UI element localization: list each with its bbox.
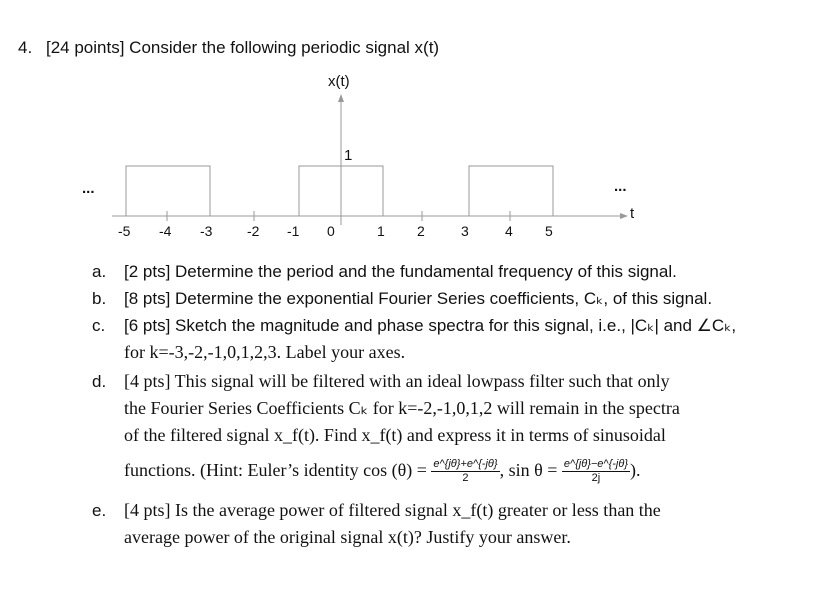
sin-denominator: 2j bbox=[591, 472, 601, 485]
y-axis-arrow bbox=[338, 94, 344, 102]
part-b bbox=[92, 285, 812, 312]
tick-label: 5 bbox=[545, 223, 553, 239]
tick-label: -5 bbox=[118, 223, 131, 239]
part-a-text: [2 pts] Determine the period and the fundamental frequency of this signal. bbox=[124, 262, 677, 281]
part-e-line1: [4 pts] Is the average power of filtered signal x_f(t) greater or less than the bbox=[124, 500, 661, 520]
part-d-line3: of the filtered signal x_f(t). Find x_f(t) and express it in terms of sinusoidal bbox=[124, 425, 666, 445]
signal-figure bbox=[0, 60, 820, 250]
cos-denominator: 2 bbox=[462, 472, 469, 485]
tick-labels bbox=[118, 223, 553, 239]
y-axis-label: x(t) bbox=[328, 73, 350, 90]
problem-heading bbox=[18, 38, 439, 58]
part-label: e. bbox=[92, 501, 107, 520]
part-d bbox=[92, 368, 812, 485]
tick-label: 1 bbox=[377, 223, 385, 239]
ellipsis-right: ... bbox=[614, 178, 627, 195]
part-d-hint-prefix: functions. (Hint: Euler’s identity cos (θ) = bbox=[124, 460, 432, 480]
cos-numerator: e^{jθ}+e^{-jθ} bbox=[433, 458, 498, 471]
part-c-line1: [6 pts] Sketch the magnitude and phase spectra for this signal, i.e., |Cₖ| and ∠Cₖ, bbox=[124, 316, 737, 335]
part-e-line2: average power of the original signal x(t)? Justify your answer. bbox=[124, 527, 571, 547]
part-d-line2: the Fourier Series Coefficients Cₖ for k=-2,-1,0,1,2 will remain in the spectra bbox=[124, 398, 680, 418]
sin-numerator: e^{jθ}−e^{-jθ} bbox=[563, 458, 629, 471]
sin-fraction bbox=[562, 458, 630, 485]
part-c bbox=[92, 312, 812, 366]
part-c-line2: for k=-3,-2,-1,0,1,2,3. Label your axes. bbox=[124, 342, 406, 362]
tick-label: 2 bbox=[417, 223, 425, 239]
part-d-line4 bbox=[124, 455, 812, 485]
tick-label: -4 bbox=[159, 223, 172, 239]
problem-heading-text: [24 points] Consider the following periodic signal x(t) bbox=[46, 38, 440, 57]
tick-label: -1 bbox=[287, 223, 300, 239]
tick-label: 0 bbox=[327, 223, 335, 239]
part-label: b. bbox=[92, 289, 107, 308]
pulse-right bbox=[469, 166, 553, 216]
tick-label: -2 bbox=[247, 223, 260, 239]
ellipsis-left: ... bbox=[82, 180, 95, 197]
part-d-hint-suffix: ). bbox=[630, 460, 641, 480]
tick-label: 4 bbox=[505, 223, 513, 239]
tick-label: 3 bbox=[461, 223, 469, 239]
part-b-text: [8 pts] Determine the exponential Fourier Series coefficients, Cₖ, of this signal. bbox=[124, 289, 713, 308]
part-d-hint-mid: , sin θ = bbox=[499, 460, 562, 480]
x-axis-arrow bbox=[620, 213, 628, 219]
part-label: d. bbox=[92, 372, 107, 391]
part-label: c. bbox=[92, 316, 106, 335]
part-e bbox=[92, 497, 812, 551]
amplitude-label: 1 bbox=[344, 147, 353, 164]
tick-label: -3 bbox=[200, 223, 213, 239]
cos-fraction bbox=[431, 458, 499, 485]
part-d-line1: [4 pts] This signal will be filtered with an ideal lowpass filter such that only bbox=[124, 371, 670, 391]
problem-number: 4. bbox=[18, 38, 33, 57]
part-label: a. bbox=[92, 262, 107, 281]
part-a bbox=[92, 258, 812, 285]
pulse-left bbox=[126, 166, 210, 216]
x-axis-label: t bbox=[630, 205, 635, 222]
